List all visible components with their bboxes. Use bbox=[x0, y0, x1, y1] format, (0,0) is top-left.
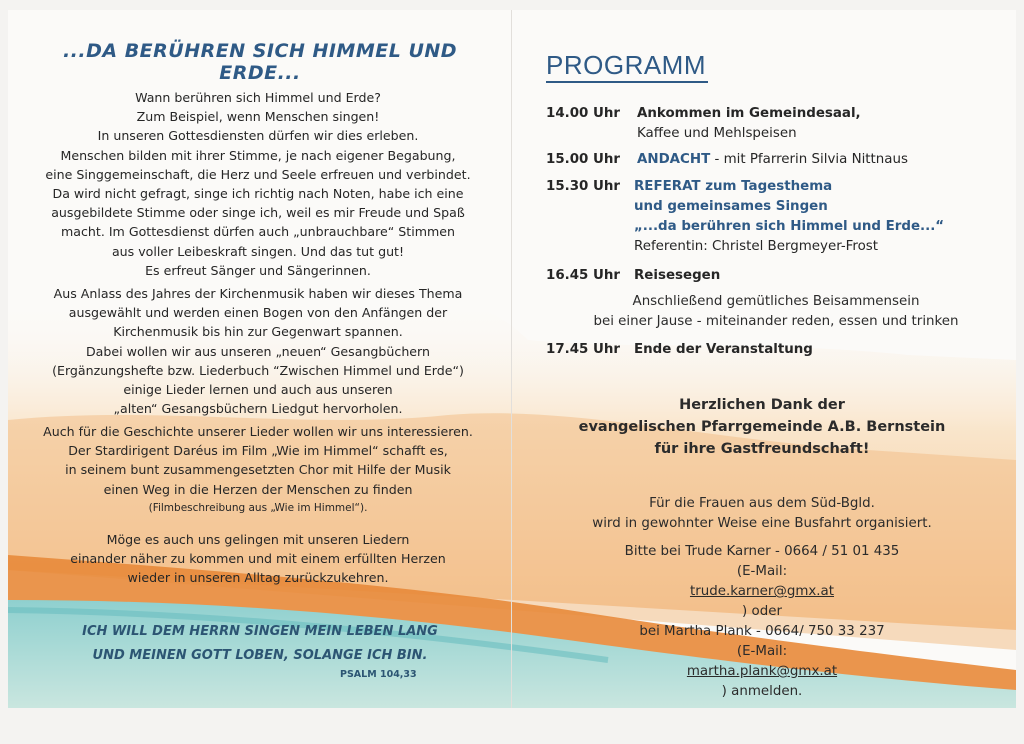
text-line: „alten“ Gesangsbüchern Liedgut hervorholen. bbox=[113, 401, 403, 417]
schedule-time: 15.30 Uhr bbox=[546, 179, 621, 194]
schedule-item-arrival: Ankommen im Gemeindesaal, bbox=[637, 106, 861, 121]
contact-line: Bitte bei Trude Karner - 0664 / 51 01 435 bbox=[624, 544, 900, 559]
schedule-item-andacht: ANDACHT - mit Pfarrerin Silvia Nittnaus bbox=[637, 152, 908, 167]
text-line: einen Weg in die Herzen der Menschen zu finden bbox=[103, 481, 413, 497]
text-line: Aus Anlass des Jahres der Kirchenmusik haben wir dieses Thema bbox=[53, 286, 463, 301]
psalm-line: ICH WILL DEM HERRN SINGEN MEIN LEBEN LANG bbox=[82, 624, 438, 639]
bus-info bbox=[520, 494, 1004, 534]
text-line: in seinem bunt zusammengesetzten Chor mit Hilfe der Musik bbox=[65, 462, 451, 478]
text-line: Auch für die Geschichte unserer Lieder wollen wir uns interessieren. bbox=[43, 424, 473, 439]
schedule-item-arrival-detail: Kaffee und Mehlspeisen bbox=[637, 126, 797, 141]
intro-paragraph bbox=[12, 88, 504, 280]
email-link-martha[interactable]: martha.plank@gmx.at bbox=[686, 664, 838, 679]
page-fold bbox=[511, 10, 512, 708]
schedule-item-singing: und gemeinsames Singen bbox=[634, 199, 828, 214]
text-line: Zum Beispiel, wenn Menschen singen! bbox=[136, 109, 380, 125]
schedule-time: 14.00 Uhr bbox=[546, 106, 621, 121]
program-title: PROGRAMM bbox=[546, 50, 706, 80]
text-line: aus voller Leibeskraft singen. Und das tut gut! bbox=[111, 243, 405, 259]
text-line: Der Stardirigent Daréus im Film „Wie im Himmel“ schafft es, bbox=[68, 443, 448, 459]
thanks-line: Herzlichen Dank der bbox=[679, 397, 845, 413]
schedule-item-theme: „...da berühren sich Himmel und Erde...“ bbox=[634, 219, 945, 234]
text-line: Dabei wollen wir aus unseren „neuen“ Gesangbüchern bbox=[85, 343, 430, 359]
text-line: Wann berühren sich Himmel und Erde? bbox=[135, 90, 381, 105]
text-line: (Ergänzungshefte bzw. Liederbuch “Zwischen Himmel und Erde“) bbox=[52, 362, 464, 378]
bus-line: wird in gewohnter Weise eine Busfahrt organisiert. bbox=[592, 516, 932, 531]
theme-paragraph bbox=[12, 284, 504, 418]
title-underline bbox=[546, 81, 708, 83]
schedule-item-speaker: Referentin: Christel Bergmeyer-Frost bbox=[634, 239, 879, 254]
thanks-line: für ihre Gastfreundschaft! bbox=[654, 441, 870, 457]
psalm-quote bbox=[60, 620, 460, 668]
history-paragraph bbox=[12, 422, 504, 518]
email-link-trude[interactable]: trude.karner@gmx.at bbox=[689, 584, 835, 599]
schedule-time: 17.45 Uhr bbox=[546, 342, 621, 357]
contact-block bbox=[520, 542, 1004, 702]
schedule-time: 15.00 Uhr bbox=[546, 152, 621, 167]
schedule-item-gathering: Anschließend gemütliches Beisammensein bei einer Jause - miteinander reden, essen und trinken bbox=[593, 294, 959, 329]
psalm-line: UND MEINEN GOTT LOBEN, SOLANGE ICH BIN. bbox=[92, 648, 428, 663]
thanks-line: evangelischen Pfarrgemeinde A.B. Bernstein bbox=[578, 419, 946, 435]
text-line: wieder in unseren Alltag zurückzukehren. bbox=[127, 570, 389, 586]
text-line: Es erfreut Sänger und Sängerinnen. bbox=[145, 262, 371, 278]
text-line: ausgebildete Stimme oder singe ich, weil es mir Freude und Spaß bbox=[51, 205, 465, 221]
text-line: macht. Im Gottesdienst dürfen auch „unbrauchbare“ Stimmen bbox=[61, 224, 455, 240]
contact-line: (E-Mail: martha.plank@gmx.at ) anmelden. bbox=[520, 642, 1004, 702]
text-line: eine Singgemeinschaft, die Herz und Seele erfreuen und verbindet. bbox=[45, 166, 471, 182]
contact-line: bei Martha Plank - 0664/ 750 33 237 bbox=[639, 624, 885, 639]
thanks-block bbox=[520, 394, 1004, 460]
closing-paragraph bbox=[12, 530, 504, 588]
text-line: einander näher zu kommen und mit einem erfüllten Herzen bbox=[70, 551, 446, 567]
schedule-item-blessing: Reisesegen bbox=[634, 268, 721, 283]
schedule-item-referat: REFERAT zum Tagesthema bbox=[634, 179, 833, 194]
text-line: In unseren Gottesdiensten dürfen wir dies erleben. bbox=[97, 128, 419, 144]
schedule-time: 16.45 Uhr bbox=[546, 268, 621, 283]
text-line: ausgewählt und werden einen Bogen von den Anfängen der bbox=[68, 305, 448, 321]
left-title: ...DA BERÜHREN SICH HIMMEL UND ERDE... bbox=[62, 40, 458, 84]
film-citation: (Filmbeschreibung aus „Wie im Himmel“). bbox=[148, 501, 368, 514]
text-line: Da wird nicht gefragt, singe ich richtig nach Noten, habe ich eine bbox=[52, 186, 464, 202]
bus-line: Für die Frauen aus dem Süd-Bgld. bbox=[649, 496, 875, 511]
psalm-reference: PSALM 104,33 bbox=[340, 669, 417, 680]
schedule-item-end: Ende der Veranstaltung bbox=[634, 342, 813, 357]
text-line: Kirchenmusik bis hin zur Gegenwart spannen. bbox=[113, 324, 403, 340]
contact-line: (E-Mail: trude.karner@gmx.at ) oder bbox=[520, 562, 1004, 622]
text-line: Möge es auch uns gelingen mit unseren Liedern bbox=[106, 532, 410, 547]
text-line: Menschen bilden mit ihrer Stimme, je nach eigener Begabung, bbox=[60, 147, 456, 163]
text-line: einige Lieder lernen und auch aus unseren bbox=[123, 382, 393, 398]
